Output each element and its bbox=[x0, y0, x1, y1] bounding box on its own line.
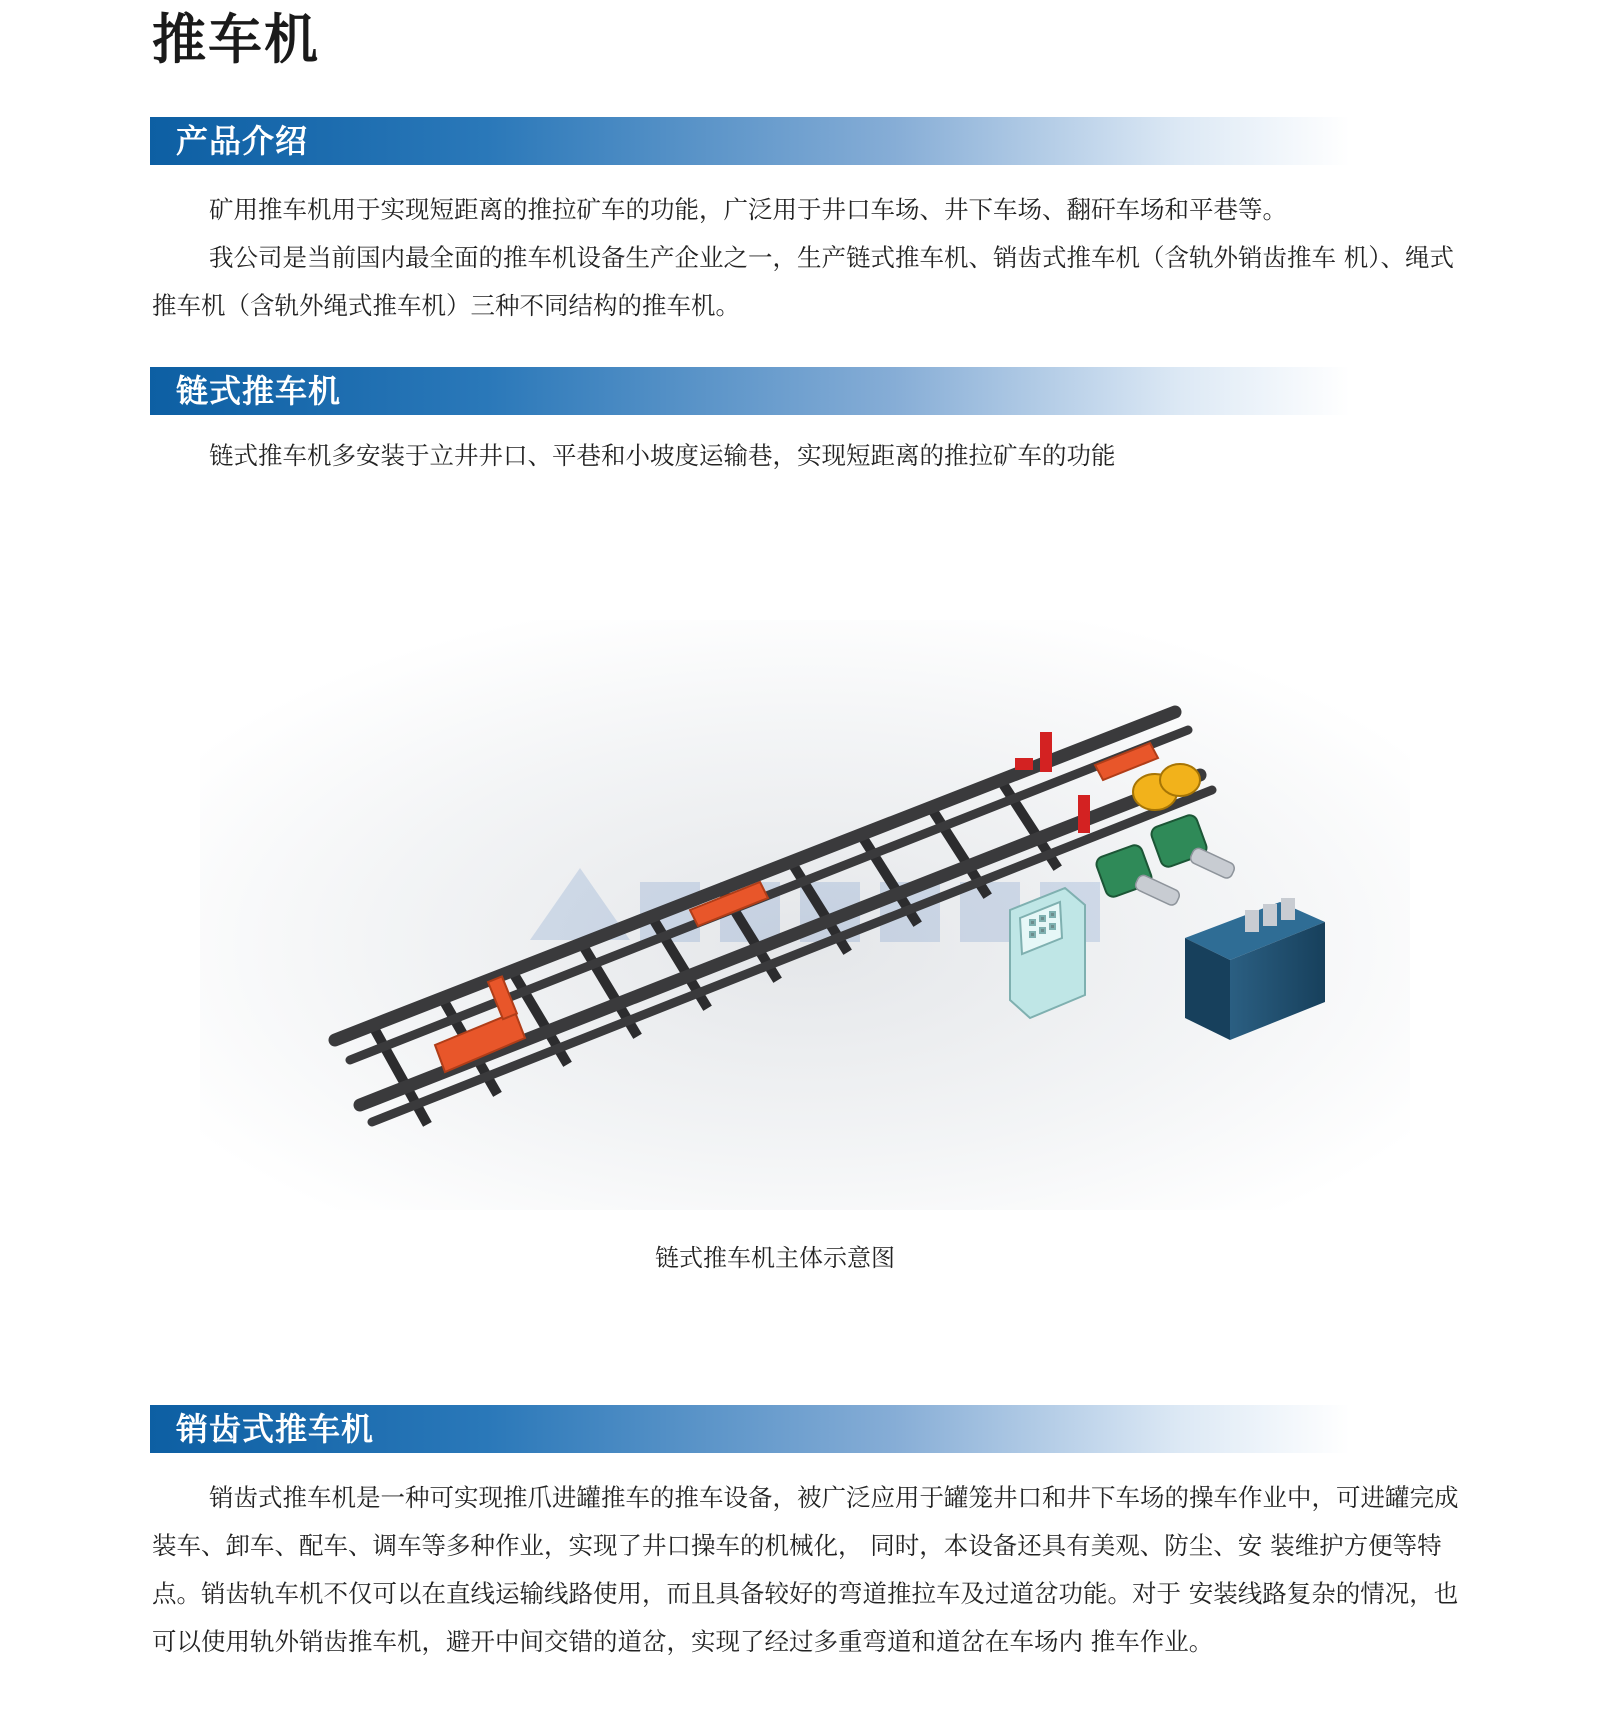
section-heading-label: 产品介绍 bbox=[176, 122, 309, 160]
intro-paragraph-2: 我公司是当前国内最全面的推车机设备生产企业之一，生产链式推车机、销齿式推车机（含轨外销齿推车 机）、绳式推车机（含轨外绳式推车机）三种不同结构的推车机。 bbox=[152, 243, 1455, 320]
section-heading-label: 链式推车机 bbox=[176, 372, 342, 410]
section-heading-chain-pusher bbox=[150, 367, 1350, 415]
section-heading-pin-gear-pusher bbox=[150, 1405, 1350, 1453]
intro-paragraph-1: 矿用推车机用于实现短距离的推拉矿车的功能，广泛用于井口车场、井下车场、翻矸车场和平巷等。 bbox=[209, 195, 1287, 224]
figure-caption: 链式推车机主体示意图 bbox=[655, 1244, 895, 1272]
section-heading-intro bbox=[150, 117, 1350, 165]
pin-gear-pusher-paragraph: 销齿式推车机是一种可实现推爪进罐推车的推车设备，被广泛应用于罐笼井口和井下车场的操车作业中，可进罐完成装车、卸车、配车、调车等多种作业，实现了井口操车的机械化， 同时，本设备还具有美观、防尘、安 装维护方便等特点。销齿轨车机不仅可以在直线运输线路使用，而且具备较好的弯道推拉车及过道岔功能。对于 安装线路复杂的情况，也可以使用轨外销齿推车机，避开中间交错的道岔，实现了经过多重弯道和道岔在车场内 推车作业。 bbox=[152, 1483, 1459, 1656]
section-heading-label: 销齿式推车机 bbox=[176, 1410, 375, 1448]
chain-pusher-paragraph: 链式推车机多安装于立井井口、平巷和小坡度运输巷，实现短距离的推拉矿车的功能 bbox=[209, 441, 1116, 470]
chain-pusher-illustration bbox=[200, 620, 1410, 1210]
control-box bbox=[1010, 888, 1085, 1018]
page-title: 推车机 bbox=[152, 8, 320, 71]
